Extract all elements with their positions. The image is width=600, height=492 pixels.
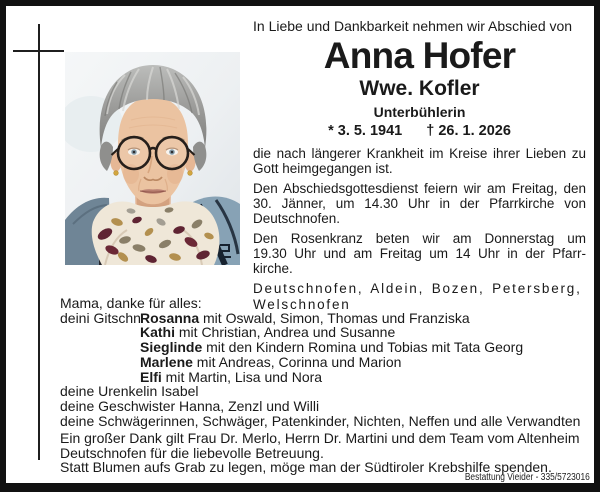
child-relatives: mit Andreas, Corinna und Marion — [192, 353, 402, 370]
cross-horizontal-bar — [13, 50, 64, 52]
cross-vertical-bar — [38, 24, 40, 460]
portrait-photo — [65, 52, 240, 265]
paragraph-funeral-service: Den Abschiedsgottesdienst feiern wir am Freitag, den 30. Jänner, um 14.30 Uhr in der Pfarrkirche von Deutschnofen. — [253, 181, 586, 226]
funeral-home-signature: Bestattung Vieider - 335/5723016 — [464, 472, 590, 483]
child-prefix: deini Gitschn — [60, 309, 141, 326]
family-child-row — [60, 311, 594, 326]
farm-name: Unterbühlerin — [373, 104, 466, 120]
family-other-row: deine Geschwister Hanna, Zenzl und Willi — [60, 397, 320, 414]
intro-line: In Liebe und Dankbarkeit nehmen wir Abschied von — [253, 18, 573, 34]
family-child-row — [60, 355, 594, 370]
life-dates — [253, 123, 586, 140]
child-name: Kathi — [140, 324, 175, 341]
child-name: Elfi — [140, 368, 162, 385]
places-list: Deutschnofen, Aldein, Bozen, Petersberg, Welschnofen — [253, 281, 582, 312]
child-name: Rosanna — [140, 309, 200, 326]
family-child-row — [60, 340, 594, 355]
family-other-row: deine Schwägerinnen, Schwäger, Patenkinder, Nichten, Neffen und alle Verwandten — [60, 412, 581, 429]
child-name: Marlene — [140, 353, 193, 370]
acknowledgement-block: Ein großer Dank gilt Frau Dr. Merlo, Herrn Dr. Martini und dem Team vom Altenheim Deutschnofen für die liebevolle Betreuung. Statt Blumen aufs Grab zu legen, möge man der Südtiroler Krebshilfe spenden. — [60, 430, 580, 476]
family-other-row: deine Urenkelin Isabel — [60, 383, 199, 400]
widow-line: Wwe. Kofler — [359, 77, 480, 100]
family-salutation: Mama, danke für alles: — [60, 295, 202, 311]
child-relatives: mit Christian, Andrea und Susanne — [175, 324, 396, 341]
portrait-illustration — [65, 52, 240, 265]
family-list — [60, 296, 594, 428]
family-child-row — [60, 325, 594, 340]
death-date: † 26. 1. 2026 — [426, 123, 511, 139]
deceased-name: Anna Hofer — [323, 35, 516, 76]
child-relatives: mit Oswald, Simon, Thomas und Franziska — [199, 309, 470, 326]
child-name: Sieglinde — [140, 339, 203, 356]
child-relatives: mit Martin, Lisa und Nora — [161, 368, 323, 385]
child-relatives: mit den Kindern Romina und Tobias mit Tata Georg — [202, 339, 524, 356]
announcement-column — [253, 14, 586, 312]
paragraph-passing: die nach längerer Krankheit im Kreise ihrer Lieben zu Gott heimgegangen ist. — [253, 146, 586, 176]
birth-date: * 3. 5. 1941 — [328, 123, 403, 139]
paragraph-rosary: Den Rosenkranz beten wir am Donnerstag um 19.30 Uhr und am Freitag um 14 Uhr in der Pfarr- kirche. — [253, 231, 586, 276]
family-child-row — [60, 370, 594, 385]
